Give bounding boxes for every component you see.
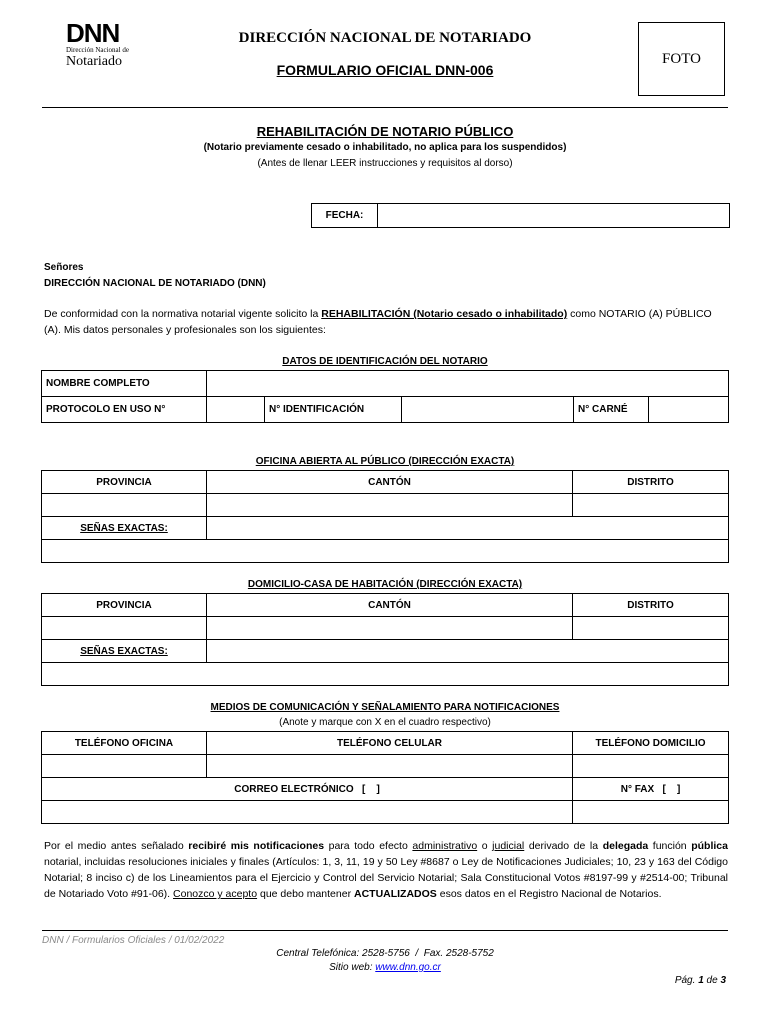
tel-oficina-label: TELÉFONO OFICINA <box>42 732 207 755</box>
home-table <box>41 593 729 686</box>
office-senas-field-2[interactable] <box>42 540 729 563</box>
office-senas-field[interactable] <box>207 517 729 540</box>
office-table <box>41 470 729 563</box>
comm-table <box>41 731 729 824</box>
salutation-line1: Señores <box>44 262 84 273</box>
nombre-field[interactable] <box>207 371 729 397</box>
tel-celular-label: TELÉFONO CELULAR <box>207 732 573 755</box>
tel-domicilio-label: TELÉFONO DOMICILIO <box>573 732 729 755</box>
fecha-field[interactable] <box>378 204 730 228</box>
header-divider <box>42 107 728 108</box>
home-distrito-label: DISTRITO <box>573 594 729 617</box>
office-distrito-label: DISTRITO <box>573 471 729 494</box>
identificacion-label: N° IDENTIFICACIÓN <box>265 397 402 423</box>
intro-text-end: como NOTARIO (A) PÚBLICO (A). Mis datos personales y profesionales son los siguientes: <box>44 308 712 336</box>
home-senas-field-2[interactable] <box>42 663 729 686</box>
office-distrito-field[interactable] <box>573 494 729 517</box>
correo-label: CORREO ELECTRÓNICO [ ] <box>42 778 573 801</box>
page-instructions: (Antes de llenar LEER instrucciones y requisitos al dorso) <box>257 158 513 169</box>
footer-web-link[interactable]: www.dnn.go.cr <box>375 962 441 973</box>
dnn-logo: DNN <box>66 18 120 48</box>
office-provincia-label: PROVINCIA <box>42 471 207 494</box>
id-table <box>41 370 729 423</box>
footer-divider <box>42 930 728 931</box>
intro-paragraph <box>44 306 728 338</box>
page-title: REHABILITACIÓN DE NOTARIO PÚBLICO <box>256 124 514 139</box>
logo-name: Notariado <box>66 54 122 69</box>
footer-web-label: Sitio web: <box>329 962 376 973</box>
fax-field[interactable] <box>573 801 729 824</box>
protocolo-label: PROTOCOLO EN USO N° <box>42 397 207 423</box>
closing-paragraph: Por el medio antes señalado recibiré mis notificaciones para todo efecto administrativo o judicial derivado de la delegada función pública notarial, incluidas resoluciones iniciales y finales (Artículos: 1, 3, 11, 19 y 50 Ley #8687 o Ley de Notificaciones Judiciales; 10, 23 y 163 del Código Notarial; 8 inciso c) de los Lineamientos para el Ejercicio y Control del Servicio Notarial; Sala Constitucional Votos #8197-99 y #2514-00; Tribunal de Notariado Voto #91-06). Conozco y acepto que debo mantener ACTUALIZADOS esos datos en el Registro Nacional de Notarios. <box>44 840 728 900</box>
identificacion-field[interactable] <box>402 397 574 423</box>
id-section-title: DATOS DE IDENTIFICACIÓN DEL NOTARIO <box>282 356 488 367</box>
home-senas-field[interactable] <box>207 640 729 663</box>
intro-emphasis: REHABILITACIÓN (Notario cesado o inhabilitado) <box>321 308 568 320</box>
home-section-title: DOMICILIO-CASA DE HABITACIÓN (DIRECCIÓN EXACTA) <box>247 579 523 590</box>
photo-box: FOTO <box>638 22 725 96</box>
office-section-title: OFICINA ABIERTA AL PÚBLICO (DIRECCIÓN EXACTA) <box>255 456 515 467</box>
protocolo-field[interactable] <box>207 397 265 423</box>
footer-phone: Central Telefónica: 2528-5756 / Fax. 2528-5752 <box>276 948 494 959</box>
header-title: DIRECCIÓN NACIONAL DE NOTARIADO <box>238 30 532 46</box>
correo-field[interactable] <box>42 801 573 824</box>
comm-section-title: MEDIOS DE COMUNICACIÓN Y SEÑALAMIENTO PARA NOTIFICACIONES <box>210 702 560 713</box>
office-senas-label: SEÑAS EXACTAS: <box>42 517 207 540</box>
carne-field[interactable] <box>649 397 729 423</box>
tel-oficina-field[interactable] <box>42 755 207 778</box>
home-canton-field[interactable] <box>207 617 573 640</box>
intro-text: De conformidad con la normativa notarial vigente solicito la <box>44 308 322 320</box>
comm-section-subtitle: (Anote y marque con X en el cuadro respectivo) <box>279 717 491 728</box>
salutation <box>44 260 266 292</box>
tel-domicilio-field[interactable] <box>573 755 729 778</box>
home-senas-label: SEÑAS EXACTAS: <box>42 640 207 663</box>
fax-label: N° FAX [ ] <box>573 778 729 801</box>
home-canton-label: CANTÓN <box>207 594 573 617</box>
nombre-label: NOMBRE COMPLETO <box>42 371 207 397</box>
form-code: FORMULARIO OFICIAL DNN-006 <box>276 62 494 78</box>
home-distrito-field[interactable] <box>573 617 729 640</box>
page-number: Pág. 1 de 3 <box>674 975 726 986</box>
salutation-line2: DIRECCIÓN NACIONAL DE NOTARIADO (DNN) <box>44 278 266 289</box>
footer-web <box>42 962 728 973</box>
office-provincia-field[interactable] <box>42 494 207 517</box>
page-subtitle: (Notario previamente cesado o inhabilitado, no aplica para los suspendidos) <box>203 142 567 153</box>
office-canton-label: CANTÓN <box>207 471 573 494</box>
fecha-label: FECHA: <box>312 204 378 228</box>
footer-form-info: DNN / Formularios Oficiales / 01/02/2022 <box>42 935 225 946</box>
logo-subtitle: Dirección Nacional de <box>66 46 129 54</box>
fecha-table <box>311 203 730 228</box>
tel-celular-field[interactable] <box>207 755 573 778</box>
home-provincia-field[interactable] <box>42 617 207 640</box>
carne-label: N° CARNÉ <box>574 397 649 423</box>
home-provincia-label: PROVINCIA <box>42 594 207 617</box>
office-canton-field[interactable] <box>207 494 573 517</box>
